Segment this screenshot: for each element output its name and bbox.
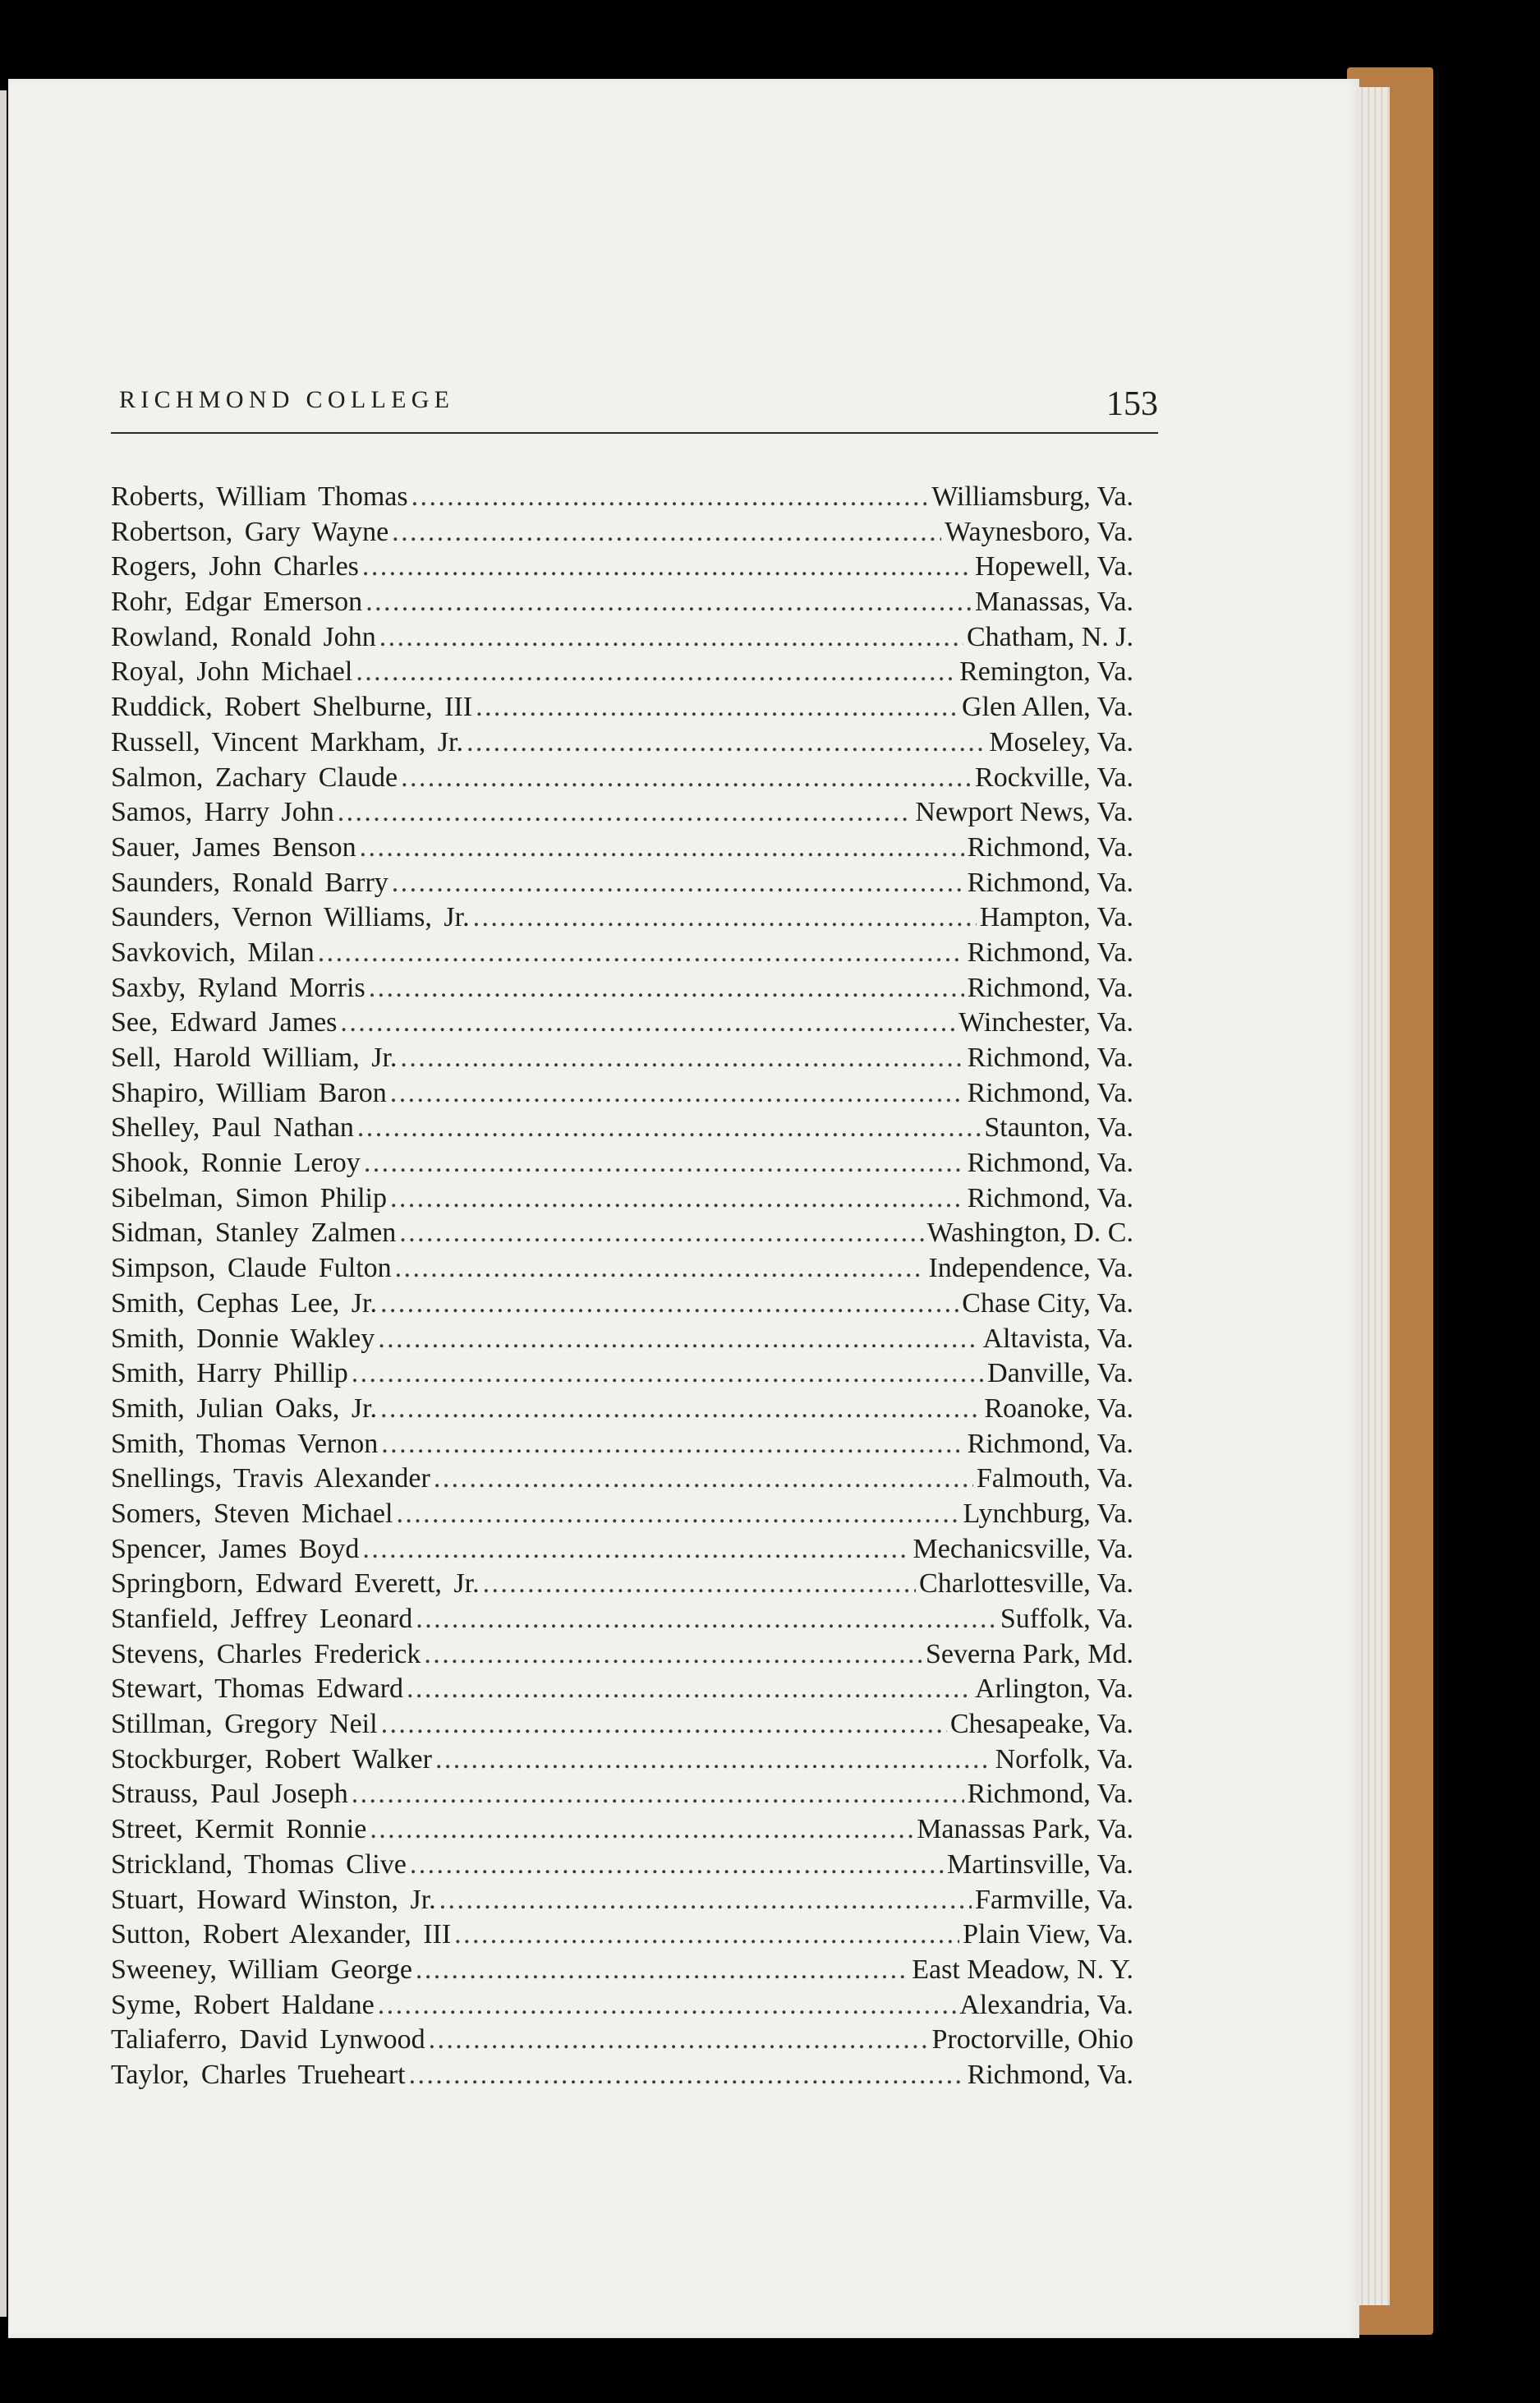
dot-leader [379,622,963,653]
student-name: Spencer, James Boyd [111,1533,360,1564]
list-item [111,1323,1133,1359]
student-name: Springborn, Edward Everett, Jr. [111,1568,480,1600]
dot-leader [352,1358,984,1389]
list-item [111,2060,1133,2095]
student-name: Samos, Harry John [111,797,334,828]
student-name: Rowland, Ronald John [111,621,376,652]
student-directory-list [111,481,1133,2095]
hometown: Chase City, Va. [962,1287,1133,1319]
hometown: Richmond, Va. [967,1043,1133,1073]
dot-leader [357,1112,981,1144]
list-item [111,1954,1133,1990]
hometown: Richmond, Va. [967,831,1133,863]
student-name: Shelley, Paul Nathan [111,1112,354,1144]
dot-leader [416,1604,997,1635]
student-name: Strauss, Paul Joseph [111,1779,348,1810]
student-name: Stanfield, Jeffrey Leonard [111,1604,413,1634]
list-item [111,797,1133,832]
list-item [111,1604,1133,1639]
student-name: Stuart, Howard Winston, Jr. [111,1884,436,1915]
college-title: RICHMOND COLLEGE [119,386,455,413]
student-name: Shook, Ronnie Leroy [111,1148,361,1179]
dot-leader [399,1218,923,1249]
student-name: Smith, Donnie Wakley [111,1323,375,1354]
hometown: Richmond, Va. [967,1077,1133,1108]
hometown: Danville, Va. [987,1358,1133,1389]
hometown: Richmond, Va. [967,1182,1133,1213]
student-name: Ruddick, Robert Shelburne, III [111,692,473,723]
dot-leader [434,1463,973,1494]
list-item [111,1885,1133,1920]
hometown: Manassas Park, Va. [917,1814,1133,1845]
list-item [111,973,1133,1008]
dot-leader [409,2060,964,2091]
hometown: Arlington, Va. [975,1673,1133,1705]
dot-leader [356,656,956,688]
student-name: Smith, Cephas Lee, Jr. [111,1287,377,1319]
dot-leader [318,937,964,969]
list-item [111,868,1133,903]
hometown: Richmond, Va. [967,937,1133,968]
hometown: Falmouth, Va. [976,1463,1133,1494]
dot-leader [380,1393,981,1425]
dot-leader [439,1885,972,1916]
list-item [111,1534,1133,1569]
list-item [111,1673,1133,1709]
hometown: Farmville, Va. [975,1884,1133,1915]
student-name: Strickland, Thomas Clive [111,1848,407,1880]
dot-leader [381,1429,963,1460]
dot-leader [360,832,964,863]
student-name: Taliaferro, David Lynwood [111,2024,425,2055]
student-name: Stevens, Charles Frederick [111,1638,421,1669]
dot-leader [424,1639,922,1670]
student-name: Sibelman, Simon Philip [111,1182,387,1213]
list-item [111,1639,1133,1674]
student-name: Sauer, James Benson [111,831,356,863]
list-item [111,1043,1133,1078]
student-name: Stewart, Thomas Edward [111,1673,404,1705]
dot-leader [467,727,986,758]
hometown: Suffolk, Va. [1000,1604,1133,1634]
dot-leader [365,587,972,618]
hometown: Moseley, Va. [989,726,1133,757]
student-name: Shapiro, William Baron [111,1077,387,1108]
dot-leader [392,517,941,548]
list-item [111,1218,1133,1253]
running-head [111,309,1158,434]
student-name: Saunders, Vernon Williams, Jr. [111,902,470,933]
hometown: Waynesboro, Va. [945,516,1133,547]
dot-leader [483,1568,916,1600]
list-item [111,1007,1133,1043]
dot-leader [362,1534,909,1565]
list-item [111,1849,1133,1885]
student-name: Royal, John Michael [111,656,353,688]
list-item [111,937,1133,973]
list-item [111,1253,1133,1288]
hometown: Richmond, Va. [967,972,1133,1003]
list-item [111,622,1133,657]
student-name: Roberts, William Thomas [111,481,408,512]
list-item [111,1709,1133,1744]
student-name: Sell, Harold William, Jr. [111,1043,398,1073]
list-item [111,2024,1133,2060]
list-item [111,1990,1133,2025]
page-number: 153 [1106,385,1158,423]
student-name: Russell, Vincent Markham, Jr. [111,726,463,757]
dot-leader [364,1148,964,1179]
hometown: Independence, Va. [928,1253,1133,1284]
hometown: Glen Allen, Va. [961,692,1133,723]
list-item [111,1568,1133,1604]
hometown: Chatham, N. J. [966,621,1133,652]
list-item [111,1779,1133,1814]
list-item [111,587,1133,622]
dot-leader [340,1007,955,1038]
dot-leader [370,1814,913,1845]
list-item [111,1498,1133,1534]
facing-page-edge [0,90,7,2317]
student-name: Snellings, Travis Alexander [111,1463,430,1494]
hometown: Chesapeake, Va. [949,1709,1133,1740]
dot-leader [390,1183,964,1214]
dot-leader [369,973,964,1004]
list-item [111,902,1133,937]
list-item [111,1429,1133,1464]
hometown: Newport News, Va. [915,797,1133,828]
dot-leader [401,762,972,794]
student-name: Smith, Julian Oaks, Jr. [111,1393,378,1424]
dot-leader [381,1709,947,1740]
student-name: Salmon, Zachary Claude [111,762,398,793]
hometown: Lynchburg, Va. [963,1498,1133,1529]
list-item [111,481,1133,517]
dot-leader [429,2024,929,2055]
hometown: Richmond, Va. [967,867,1133,898]
list-item [111,1463,1133,1498]
student-name: Rohr, Edgar Emerson [111,587,363,618]
dot-leader [407,1673,972,1705]
hometown: Severna Park, Md. [925,1638,1133,1669]
list-item [111,1814,1133,1849]
dot-leader [411,481,929,513]
hometown: Richmond, Va. [967,1428,1133,1459]
dot-leader [400,1043,963,1074]
hometown: Mechanicsville, Va. [913,1533,1133,1564]
list-item [111,1112,1133,1148]
list-item [111,762,1133,798]
list-item [111,727,1133,762]
student-name: Savkovich, Milan [111,937,315,968]
hometown: Staunton, Va. [984,1112,1133,1144]
dot-leader [338,797,913,828]
hometown: Plain View, Va. [963,1919,1133,1950]
hometown: Martinsville, Va. [947,1848,1133,1880]
list-item [111,1183,1133,1218]
list-item [111,517,1133,552]
student-name: Sidman, Stanley Zalmen [111,1218,397,1249]
dot-leader [352,1779,964,1810]
list-item [111,692,1133,727]
student-name: Smith, Thomas Vernon [111,1428,379,1459]
hometown: Roanoke, Va. [984,1393,1133,1424]
hometown: Richmond, Va. [967,1779,1133,1810]
student-name: Robertson, Gary Wayne [111,516,389,547]
dot-leader [378,1990,956,2021]
list-item [111,1919,1133,1954]
hometown: Hampton, Va. [979,902,1133,933]
hometown: Williamsburg, Va. [931,481,1133,512]
student-name: Stockburger, Robert Walker [111,1743,432,1775]
student-name: Sutton, Robert Alexander, III [111,1919,452,1950]
list-item [111,1078,1133,1113]
dot-leader [390,1078,964,1109]
dot-leader [396,1498,959,1530]
student-name: Saunders, Ronald Barry [111,867,388,898]
student-name: Syme, Robert Haldane [111,1989,375,2020]
list-item [111,1288,1133,1323]
dot-leader [380,1288,958,1319]
hometown: Rockville, Va. [975,762,1133,793]
dot-leader [435,1744,992,1775]
student-name: Smith, Harry Phillip [111,1358,348,1389]
dot-leader [395,1253,926,1284]
dot-leader [416,1954,908,1986]
hometown: Hopewell, Va. [975,551,1133,582]
student-name: Simpson, Claude Fulton [111,1253,392,1284]
list-item [111,1393,1133,1429]
list-item [111,1358,1133,1393]
list-item [111,656,1133,692]
hometown: Washington, D. C. [926,1218,1133,1249]
hometown: Remington, Va. [959,656,1133,688]
list-item [111,1148,1133,1183]
hometown: Richmond, Va. [967,1148,1133,1179]
student-name: Rogers, John Charles [111,551,359,582]
student-name: Street, Kermit Ronnie [111,1814,367,1845]
student-name: Taylor, Charles Trueheart [111,2059,406,2090]
hometown: Proctorville, Ohio [931,2024,1133,2055]
hometown: Norfolk, Va. [995,1743,1133,1775]
hometown: Winchester, Va. [958,1007,1133,1038]
hometown: East Meadow, N. Y. [912,1954,1133,1985]
dot-leader [473,902,977,933]
dot-leader [476,692,958,723]
student-name: Somers, Steven Michael [111,1498,393,1529]
book-page [8,79,1359,2338]
list-item [111,1744,1133,1779]
hometown: Alexandria, Va. [959,1989,1133,2020]
student-name: Stillman, Gregory Neil [111,1709,378,1740]
student-name: See, Edward James [111,1007,338,1038]
student-name: Saxby, Ryland Morris [111,972,365,1003]
hometown: Altavista, Va. [982,1323,1133,1354]
list-item [111,551,1133,587]
hometown: Charlottesville, Va. [919,1568,1133,1600]
student-name: Sweeney, William George [111,1954,412,1985]
hometown: Manassas, Va. [975,587,1133,618]
dot-leader [378,1323,979,1355]
dot-leader [392,868,964,899]
list-item [111,832,1133,868]
dot-leader [362,551,972,582]
hometown: Richmond, Va. [967,2059,1133,2090]
dot-leader [410,1849,944,1881]
dot-leader [454,1919,959,1950]
